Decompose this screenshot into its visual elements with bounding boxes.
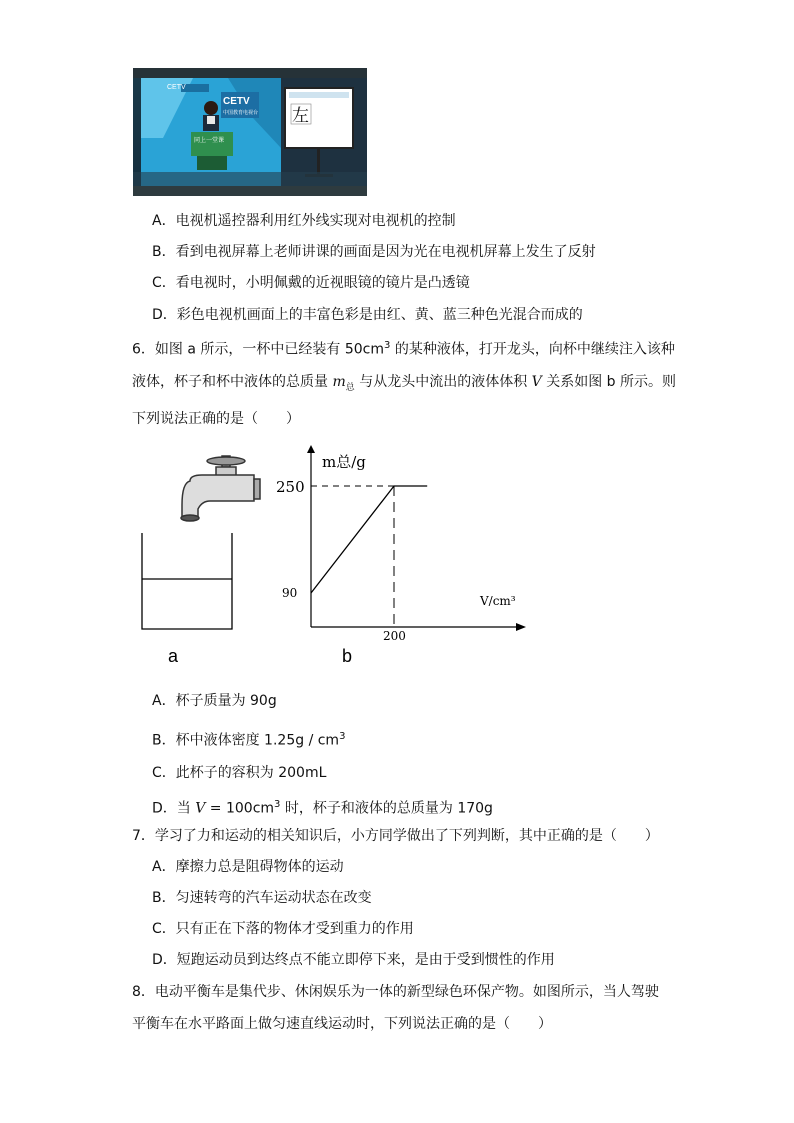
- podium: [191, 132, 233, 156]
- figure-label-b: b: [342, 646, 353, 666]
- cup-with-liquid: [142, 533, 232, 629]
- q7-option-b: B．匀速转弯的汽车运动状态在改变: [152, 890, 372, 906]
- podium-text: 同上一堂课: [194, 137, 225, 144]
- q7-option-c: C．只有正在下落的物体才受到重力的作用: [152, 921, 414, 937]
- q6-stem-line2: 液体，杯子和杯中液体的总质量 $m_总$ 与从龙头中流出的液体体积 V 关系如图 b 所示。则: [132, 374, 677, 393]
- tv-lesson-photo: [133, 68, 367, 196]
- q6-option-d: D．当 $V = 100cm^3$ 时，杯子和液体的总质量为 170g: [152, 799, 493, 817]
- teacher-head: [204, 101, 218, 115]
- x-axis-label: V/cm³: [480, 594, 516, 608]
- q7-stem: 7．学习了力和运动的相关知识后，小方同学做出了下列判断，其中正确的是（ ）: [132, 828, 659, 844]
- figure-label-a: a: [168, 646, 179, 666]
- y-tick-label-250: 250: [276, 478, 305, 496]
- q5-option-c: C．看电视时，小明佩戴的近视眼镜的镜片是凸透镜: [152, 275, 470, 291]
- q6-figure-svg: [130, 445, 530, 670]
- q8-stem-line1: 8．电动平衡车是集代步、休闲娱乐为一体的新型绿色环保产物。如图所示，当人驾驶: [132, 984, 659, 1000]
- tv-lesson-image: [133, 68, 367, 196]
- q5-option-a: A．电视机遥控器利用红外线实现对电视机的控制: [152, 213, 456, 229]
- q5-option-b: B．看到电视屏幕上老师讲课的画面是因为光在电视机屏幕上发生了反射: [152, 244, 596, 260]
- q6-stem-line1: 6．如图 a 所示，一杯中已经装有 $50cm^3$ 的某种液体，打开龙头，向杯中继续注入该种: [132, 340, 675, 358]
- q6-option-a: A．杯子质量为 90g: [152, 693, 277, 709]
- faucet-icon: [181, 456, 260, 521]
- board-character: 左: [292, 106, 309, 126]
- cetv-logo-main: CETV: [223, 96, 250, 107]
- cetv-logo-left: CETV: [167, 84, 186, 91]
- q6-figure: [130, 445, 530, 674]
- q6-option-b: B．杯中液体密度 $1.25g / cm^3$: [152, 731, 346, 749]
- q7-option-a: A．摩擦力总是阻碍物体的运动: [152, 859, 344, 875]
- cetv-logo-sub: 中国教育电视台: [223, 110, 259, 116]
- q6-stem-line3: 下列说法正确的是（ ）: [132, 411, 300, 427]
- x-tick-label-200: 200: [383, 629, 406, 643]
- y-tick-label-90: 90: [282, 586, 298, 600]
- q8-stem-line2: 平衡车在水平路面上做匀速直线运动时，下列说法正确的是（ ）: [132, 1016, 552, 1032]
- q7-option-d: D．短跑运动员到达终点不能立即停下来，是由于受到惯性的作用: [152, 952, 555, 968]
- mass-volume-graph: [276, 445, 526, 643]
- series-line: [311, 486, 427, 593]
- q5-option-d: D．彩色电视机画面上的丰富色彩是由红、黄、蓝三种色光混合而成的: [152, 307, 583, 323]
- y-axis-label: m总/g: [322, 453, 366, 471]
- q6-option-c: C．此杯子的容积为 200mL: [152, 765, 327, 781]
